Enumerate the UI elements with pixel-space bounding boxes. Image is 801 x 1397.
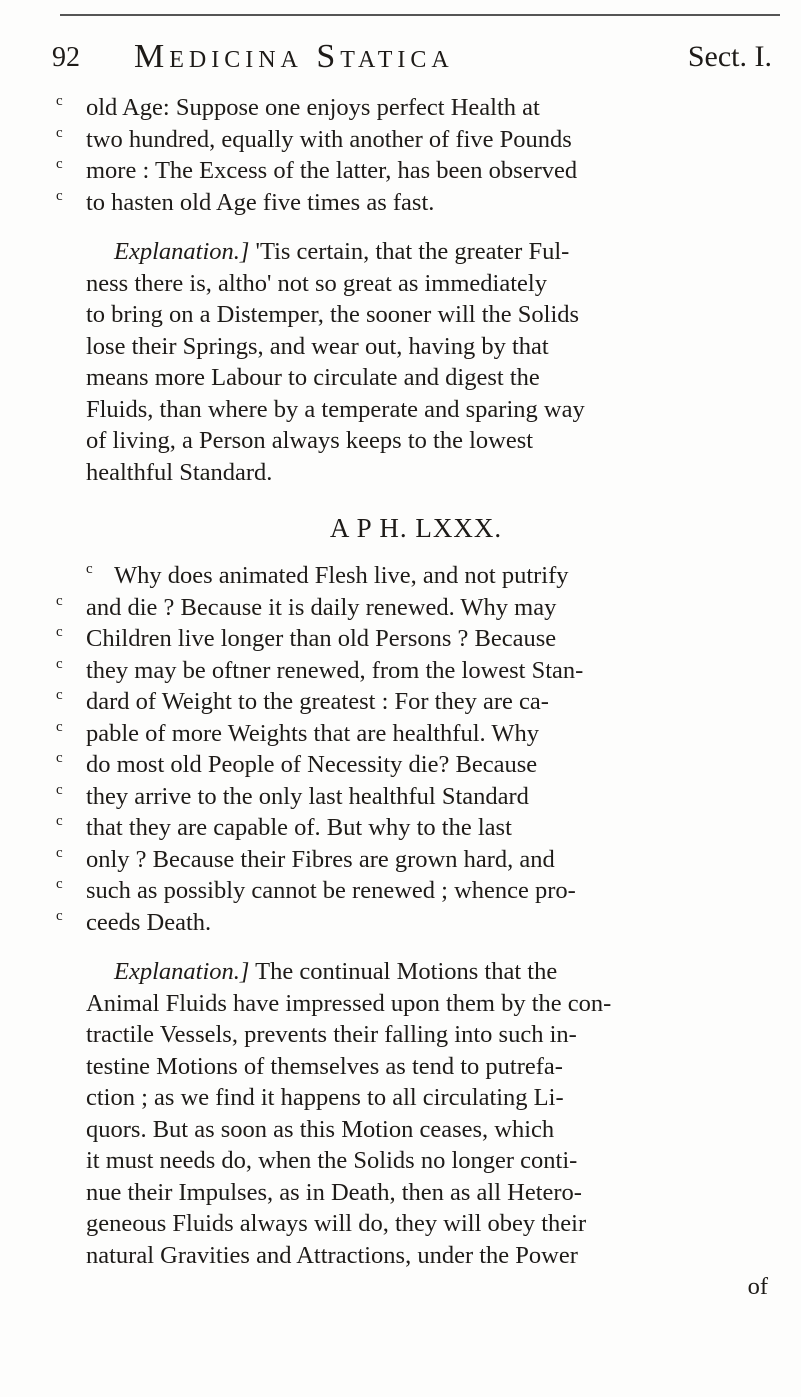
top-rule <box>60 14 780 16</box>
quote-mark: c <box>56 124 63 141</box>
explanation-line: ness there is, altho' not so great as immediately <box>86 269 547 297</box>
text-line: c such as possibly cannot be renewed ; whence pro- <box>56 875 776 907</box>
explanation-line: of living, a Person always keeps to the lowest <box>86 427 534 454</box>
page-number: 92 <box>52 42 80 73</box>
explanation-label: Explanation.] <box>114 958 250 985</box>
text-line: c Children live longer than old Persons ? Because <box>56 623 776 655</box>
running-title: Medicina Statica <box>134 38 454 75</box>
quote-mark: c <box>56 624 63 640</box>
text-line: c they may be oftner renewed, from the lowest Stan- <box>56 655 776 687</box>
explanation-line: Explanation.] 'Tis certain, that the greater Ful- <box>114 238 570 265</box>
text-line: c and die ? Because it is daily renewed. Why may <box>56 592 776 624</box>
quote-mark: c <box>56 655 63 672</box>
text-line: c do most old People of Necessity die? Because <box>56 749 776 781</box>
explanation-line: means more Labour to circulate and digest the <box>86 364 540 391</box>
explanation-line: to bring on a Distemper, the sooner will the Solids <box>86 301 580 328</box>
section-mark: Sect. I. <box>687 40 772 73</box>
explanation-line: Explanation.] The continual Motions that the <box>114 958 558 985</box>
explanation-line: testine Motions of themselves as tend to putrefa- <box>86 1052 563 1080</box>
running-head <box>52 38 772 82</box>
text-line: c they arrive to the only last healthful Standard <box>56 781 776 813</box>
text-line: c only ? Because their Fibres are grown hard, and <box>56 844 776 876</box>
quote-mark: c <box>56 844 63 861</box>
quote-mark: c <box>56 592 63 609</box>
text-line: c to hasten old Age five times as fast. <box>56 187 776 219</box>
explanation-line: it must needs do, when the Solids no longer conti- <box>86 1147 578 1174</box>
text-line: c old Age: Suppose one enjoys perfect Health at <box>56 92 776 124</box>
text-block <box>56 92 776 1303</box>
quote-mark: c <box>86 561 93 577</box>
explanation-line: natural Gravities and Attractions, under the Power <box>86 1241 578 1269</box>
catchword: of <box>747 1273 768 1300</box>
quote-mark: c <box>56 781 63 798</box>
text-line: c two hundred, equally with another of five Pounds <box>56 124 776 156</box>
quote-mark: c <box>56 156 63 172</box>
quote-mark: c <box>56 687 63 703</box>
explanation-label: Explanation.] <box>114 238 250 265</box>
quote-mark: c <box>56 718 63 735</box>
explanation-line: Fluids, than where by a temperate and sparing way <box>86 395 585 423</box>
explanation-line: tractile Vessels, prevents their falling into such in- <box>86 1021 577 1048</box>
explanation-line: lose their Springs, and wear out, having by that <box>86 332 549 360</box>
quote-mark: c <box>56 750 63 766</box>
explanation-line: quors. But as soon as this Motion ceases, which <box>86 1115 555 1143</box>
quote-mark: c <box>56 187 63 204</box>
quote-mark: c <box>56 876 63 892</box>
text-line: c dard of Weight to the greatest : For they are ca- <box>56 686 776 718</box>
explanation-line: ction ; as we find it happens to all circulating Li- <box>86 1084 564 1111</box>
text-line: c that they are capable of. But why to the last <box>56 812 776 844</box>
explanation-line: healthful Standard. <box>86 458 273 486</box>
text-line: c pable of more Weights that are healthful. Why <box>56 718 776 750</box>
explanation-line: nue their Impulses, as in Death, then as all Hetero- <box>86 1178 582 1206</box>
explanation-line: geneous Fluids always will do, they will obey their <box>86 1210 587 1237</box>
text-line: c more : The Excess of the latter, has been observed <box>56 155 776 187</box>
text-line: c ceeds Death. <box>56 907 776 939</box>
aphorism-heading: A P H. LXXX. <box>329 513 503 543</box>
text-line: c Why does animated Flesh live, and not putrify <box>56 560 776 592</box>
explanation-line: Animal Fluids have impressed upon them by the con- <box>86 989 612 1017</box>
quote-mark: c <box>56 813 63 829</box>
quote-mark: c <box>56 907 63 924</box>
quote-mark: c <box>56 93 63 109</box>
